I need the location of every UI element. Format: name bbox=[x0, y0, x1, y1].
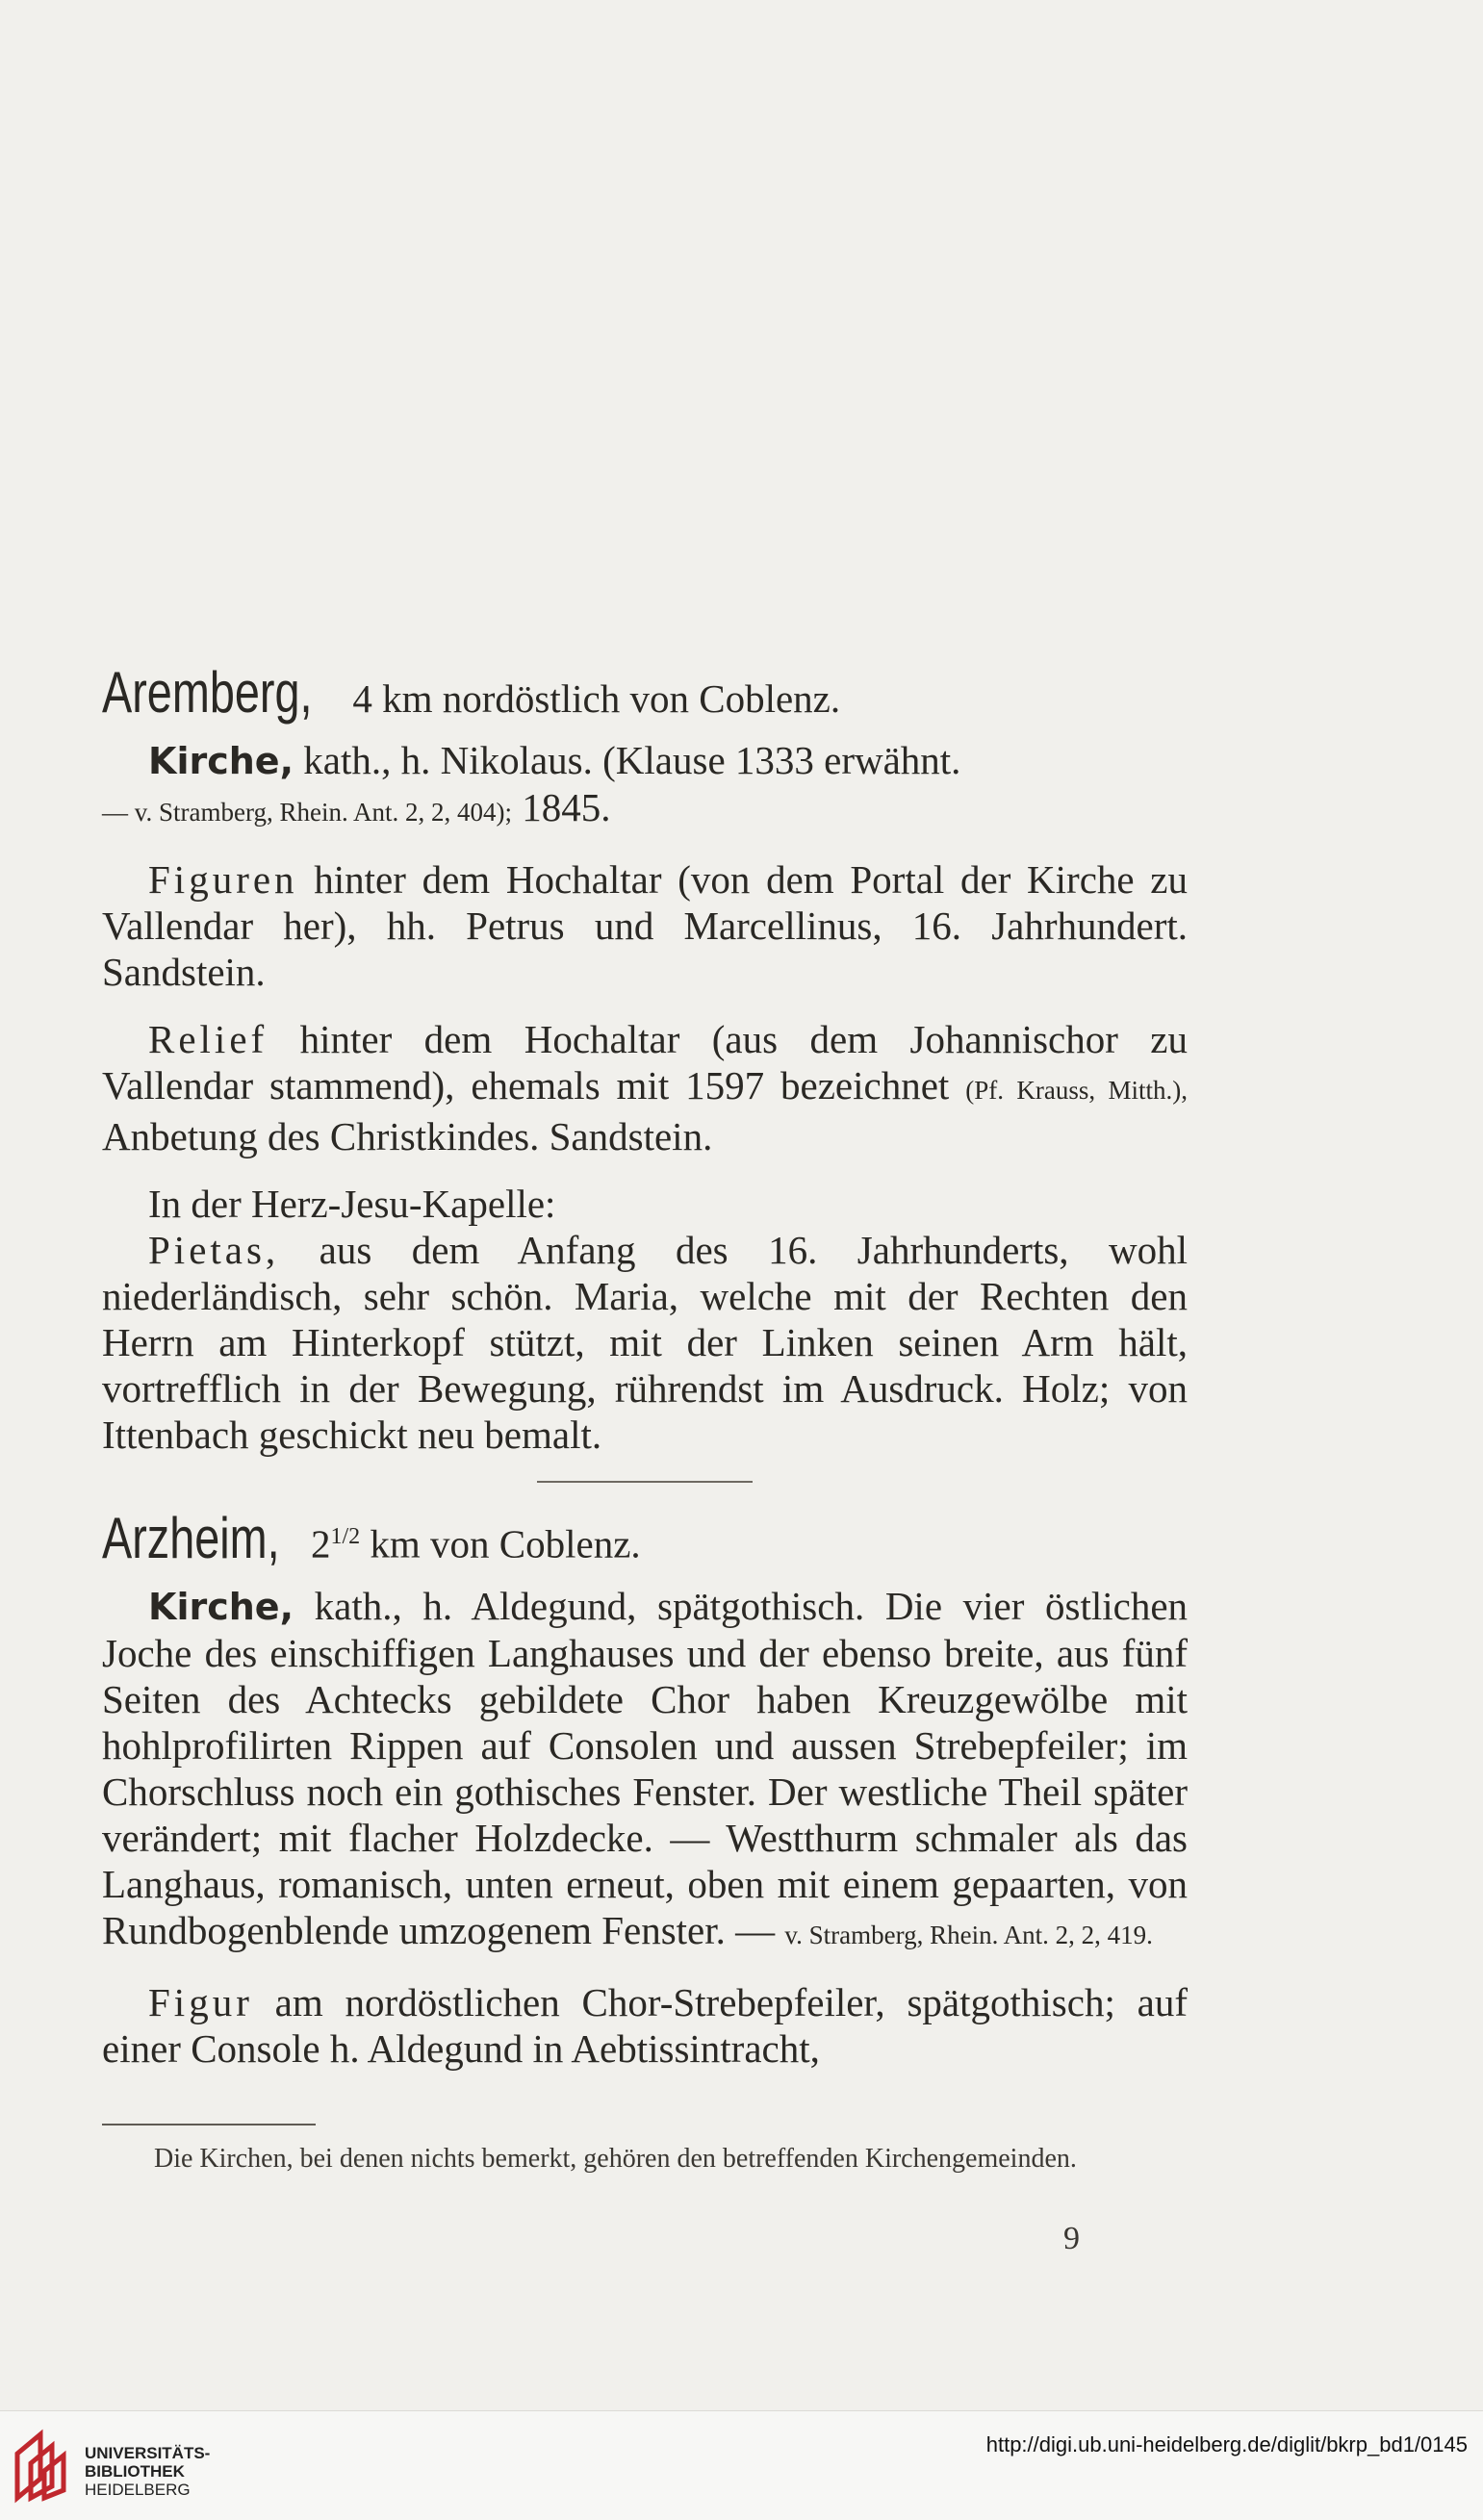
pietas-text: aus dem Anfang des 16. Jahrhunderts, wohl niederländisch, sehr schön. Maria, welche mit der Rechten den Herrn am Hinterkopf stützt, mit der Linken seinen Arm hält, vortrefflich in der Bewegung, rührendst im Ausdruck. Holz; von Ittenbach geschickt neu bemalt. bbox=[102, 1228, 1188, 1457]
distance-fraction: 1/2 bbox=[330, 1524, 361, 1549]
footnote-rule bbox=[102, 2124, 316, 2125]
keyword-figuren: Figuren bbox=[148, 857, 298, 902]
main-text bbox=[102, 660, 1189, 2072]
relief-text-2: Anbetung des Christkindes. Sandstein. bbox=[102, 1114, 713, 1158]
keyword-kirche: Kirche, bbox=[148, 740, 294, 782]
relief-text: hinter dem Hochaltar (aus dem Johannischor zu Vallendar stammend), ehemals mit 1597 bezeichnet bbox=[102, 1017, 1189, 1107]
paragraph-relief bbox=[102, 1016, 1188, 1159]
figur-text: am nordöstlichen Chor-Strebepfeiler, spätgothisch; auf einer Console h. Aldegund in Aebtissintracht, bbox=[102, 1979, 1188, 2071]
year-text: 1845. bbox=[522, 785, 611, 829]
section-divider bbox=[537, 1481, 753, 1483]
library-name bbox=[85, 2444, 210, 2499]
reference-small-2: v. Stramberg, Rhein. Ant. 2, 2, 419. bbox=[784, 1920, 1153, 1949]
paragraph-kirche-arzheim bbox=[102, 1583, 1188, 1958]
footnote-text: Die Kirchen, bei denen nichts bemerkt, gehören den betreffenden Kirchengemeinden. bbox=[154, 2144, 1077, 2174]
paragraph-pietas bbox=[102, 1227, 1188, 1458]
keyword-pietas: Pietas, bbox=[148, 1228, 280, 1272]
kapelle-text: In der Herz-Jesu-Kapelle: bbox=[148, 1182, 556, 1226]
source-url-link[interactable]: http://digi.ub.uni-heidelberg.de/diglit/bkrp_bd1/0145 bbox=[985, 2432, 1468, 2456]
paragraph-kapelle bbox=[102, 1181, 1188, 1227]
keyword-kirche-2: Kirche, bbox=[148, 1585, 294, 1628]
library-line-3: HEIDELBERG bbox=[85, 2481, 191, 2499]
keyword-relief: Relief bbox=[148, 1017, 268, 1061]
library-logo-icon bbox=[12, 2427, 71, 2504]
distance-number: 2 bbox=[310, 1521, 331, 1566]
paragraph-figuren bbox=[102, 856, 1188, 995]
footnote bbox=[69, 2141, 1197, 2177]
entry-aremberg-heading bbox=[102, 660, 1188, 727]
page-number: 9 bbox=[1063, 2221, 1080, 2256]
paragraph-kirche-ref bbox=[102, 784, 1188, 835]
paragraph-kirche-aremberg bbox=[102, 737, 1188, 784]
church-text-2: kath., h. Aldegund, spätgothisch. Die vier östlichen Joche des einschiffigen Langhauses und der ebenso breite, aus fünf Seiten des Achtecks gebildete Chor haben Kreuzgewölbe mit hohlprofilirten Rippen auf Consolen und aussen Strebepfeiler; im Chorschluss noch ein gothisches Fenster. Der westliche Theil später verändert; mit flacher Holzdecke. — Westthurm schmaler als das Langhaus, romanisch, unten erneut, oben mit einem gepaarten, von Rundbogenblende umzogenem Fenster. — bbox=[102, 1583, 1189, 1952]
footer-bar bbox=[0, 2410, 1483, 2520]
place-description: 4 km nordöstlich von Coblenz. bbox=[352, 676, 841, 721]
place-description-2: km von Coblenz. bbox=[370, 1521, 641, 1566]
figuren-text: hinter dem Hochaltar (von dem Portal der Kirche zu Vallendar her), hh. Petrus und Marcellinus, 16. Jahrhundert. Sandstein. bbox=[102, 857, 1188, 994]
library-line-2: BIBLIOTHEK bbox=[85, 2462, 185, 2481]
relief-reference: (Pf. Krauss, Mitth.), bbox=[965, 1076, 1189, 1105]
place-name-arzheim: Arzheim, bbox=[102, 1505, 280, 1570]
entry-arzheim-heading bbox=[102, 1505, 1188, 1573]
paragraph-figur bbox=[102, 1979, 1188, 2072]
library-line-1: UNIVERSITÄTS- bbox=[85, 2444, 211, 2462]
reference-small: — v. Stramberg, Rhein. Ant. 2, 2, 404); bbox=[102, 798, 512, 827]
place-name-aremberg: Aremberg, bbox=[102, 660, 313, 725]
keyword-figur: Figur bbox=[148, 1979, 253, 2024]
church-text: kath., h. Nikolaus. (Klause 1333 erwähnt. bbox=[303, 738, 961, 782]
